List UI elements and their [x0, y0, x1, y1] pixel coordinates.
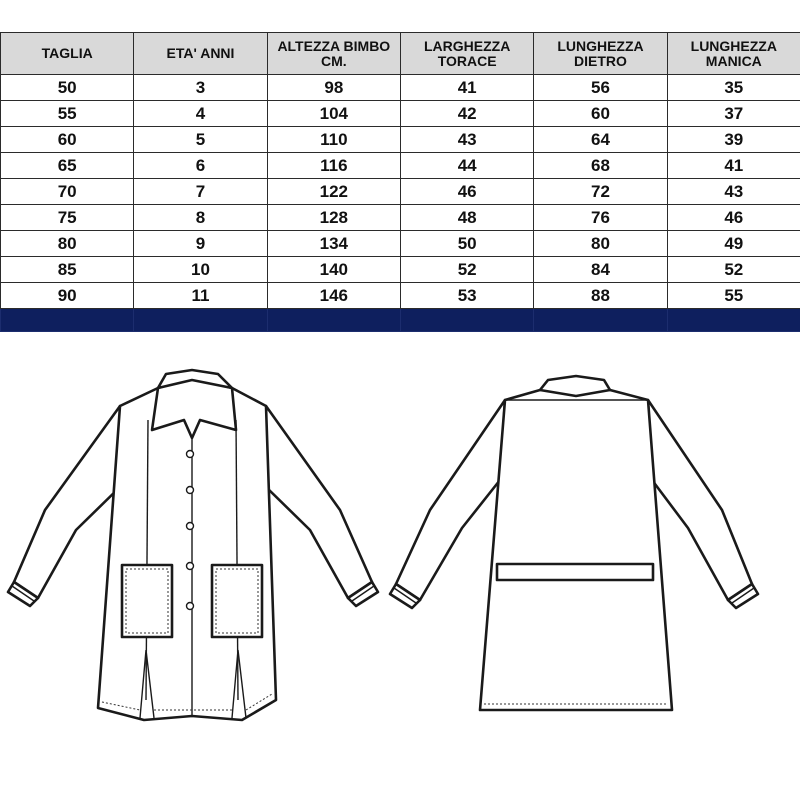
cell-lunghezza-manica: 39: [667, 127, 800, 153]
cell-taglia: 50: [1, 75, 134, 101]
cell-lunghezza-dietro: 56: [534, 75, 667, 101]
header-larghezza-torace: LARGHEZZA TORACE: [400, 33, 533, 75]
cell-altezza-bimbo: 140: [267, 257, 400, 283]
header-altezza-bimbo: ALTEZZA BIMBO CM.: [267, 33, 400, 75]
cell-eta-anni: 9: [134, 231, 267, 257]
cell-lunghezza-manica: 49: [667, 231, 800, 257]
cell-altezza-bimbo: 128: [267, 205, 400, 231]
jacket-front-illustration: [8, 370, 378, 720]
cell-taglia: 55: [1, 101, 134, 127]
cell-lunghezza-dietro: 64: [534, 127, 667, 153]
cell-eta-anni: 10: [134, 257, 267, 283]
table-row: [1, 75, 800, 101]
cell-taglia: 70: [1, 179, 134, 205]
cell-lunghezza-manica: 37: [667, 101, 800, 127]
cell-lunghezza-dietro: 88: [534, 283, 667, 309]
cell-eta-anni: 11: [134, 283, 267, 309]
table-row: [1, 153, 800, 179]
cell-larghezza-torace: 42: [400, 101, 533, 127]
cell-lunghezza-manica: 55: [667, 283, 800, 309]
table-row: [1, 205, 800, 231]
cell-taglia: 80: [1, 231, 134, 257]
cell-lunghezza-dietro: 68: [534, 153, 667, 179]
cell-lunghezza-dietro: 80: [534, 231, 667, 257]
cell-lunghezza-manica: 41: [667, 153, 800, 179]
cell-lunghezza-dietro: 60: [534, 101, 667, 127]
table-row: [1, 231, 800, 257]
cell-altezza-bimbo: 116: [267, 153, 400, 179]
cell-eta-anni: 7: [134, 179, 267, 205]
cell-eta-anni: 6: [134, 153, 267, 179]
cell-lunghezza-manica: 52: [667, 257, 800, 283]
cell-altezza-bimbo: 146: [267, 283, 400, 309]
cell-taglia: 75: [1, 205, 134, 231]
cell-eta-anni: 5: [134, 127, 267, 153]
cell-taglia: 85: [1, 257, 134, 283]
cell-lunghezza-dietro: 76: [534, 205, 667, 231]
jacket-back-illustration: [390, 376, 758, 710]
header-lunghezza-manica: LUNGHEZZA MANICA: [667, 33, 800, 75]
cell-taglia: 65: [1, 153, 134, 179]
header-row: [1, 33, 800, 75]
cell-lunghezza-manica: 35: [667, 75, 800, 101]
cell-larghezza-torace: 50: [400, 231, 533, 257]
cell-eta-anni: 4: [134, 101, 267, 127]
table-body: [1, 75, 800, 309]
cell-larghezza-torace: 46: [400, 179, 533, 205]
header-eta-anni: ETA' ANNI: [134, 33, 267, 75]
cell-lunghezza-dietro: 72: [534, 179, 667, 205]
size-chart-table: [0, 32, 800, 332]
cell-eta-anni: 3: [134, 75, 267, 101]
cell-larghezza-torace: 48: [400, 205, 533, 231]
cell-larghezza-torace: 44: [400, 153, 533, 179]
cell-altezza-bimbo: 134: [267, 231, 400, 257]
cell-lunghezza-dietro: 84: [534, 257, 667, 283]
cell-altezza-bimbo: 122: [267, 179, 400, 205]
cell-eta-anni: 8: [134, 205, 267, 231]
cell-lunghezza-manica: 43: [667, 179, 800, 205]
cell-altezza-bimbo: 98: [267, 75, 400, 101]
header-lunghezza-dietro: LUNGHEZZA DIETRO: [534, 33, 667, 75]
cell-larghezza-torace: 52: [400, 257, 533, 283]
table-row: [1, 101, 800, 127]
cell-taglia: 90: [1, 283, 134, 309]
table-row: [1, 257, 800, 283]
cell-lunghezza-manica: 46: [667, 205, 800, 231]
cell-larghezza-torace: 41: [400, 75, 533, 101]
footer-band: [1, 309, 800, 332]
cell-altezza-bimbo: 104: [267, 101, 400, 127]
table-row: [1, 283, 800, 309]
cell-altezza-bimbo: 110: [267, 127, 400, 153]
table-row: [1, 179, 800, 205]
jacket-illustrations: [0, 360, 800, 740]
cell-larghezza-torace: 53: [400, 283, 533, 309]
cell-larghezza-torace: 43: [400, 127, 533, 153]
table-row: [1, 127, 800, 153]
cell-taglia: 60: [1, 127, 134, 153]
header-taglia: TAGLIA: [1, 33, 134, 75]
